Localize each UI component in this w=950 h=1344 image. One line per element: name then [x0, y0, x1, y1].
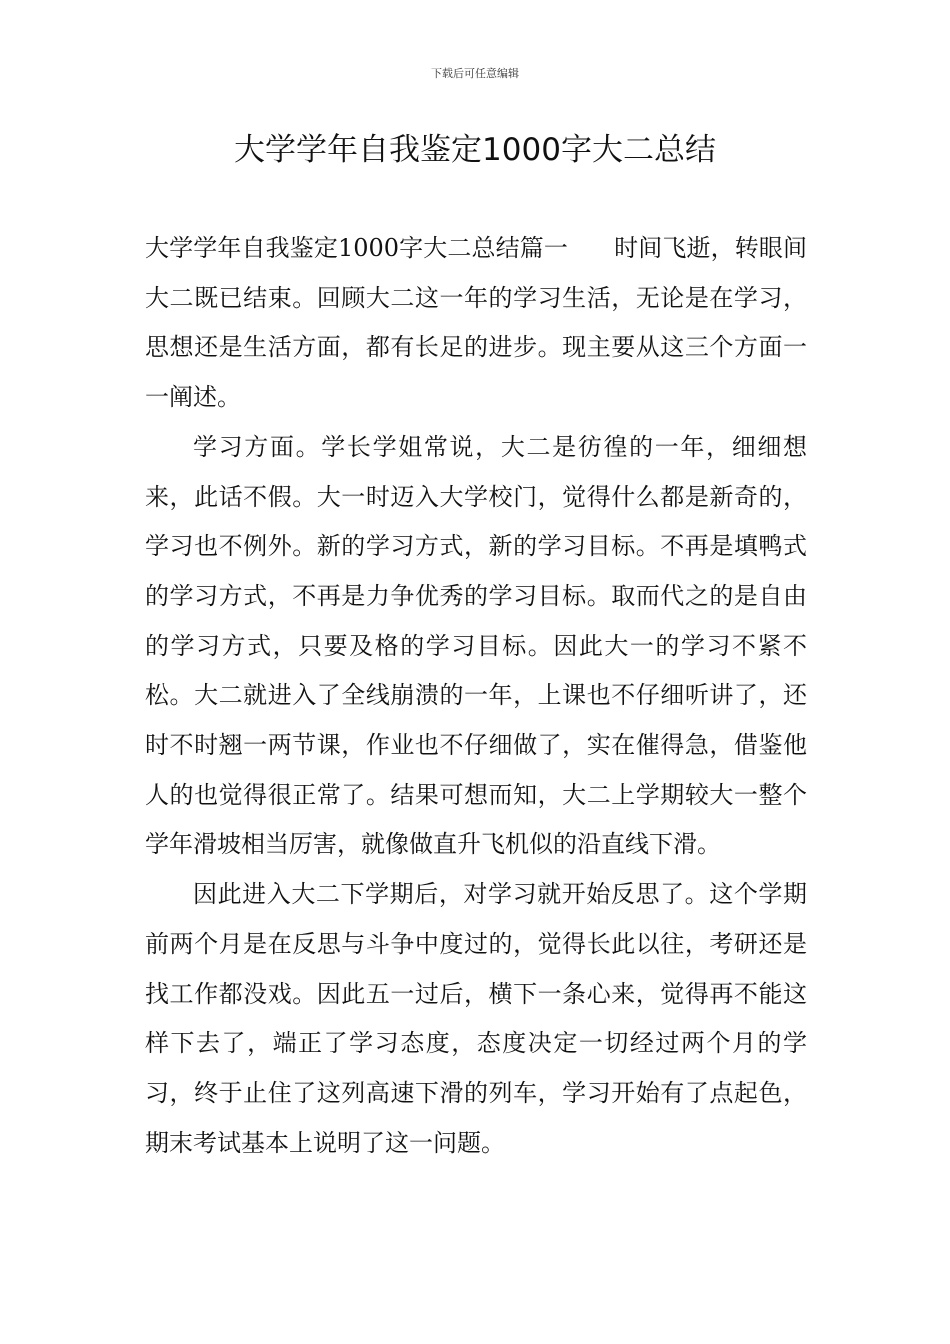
document-title: 大学学年自我鉴定1000字大二总结 [234, 132, 716, 168]
paragraph-1-text: 时间飞逝，转眼间大二既已结束。回顾大二这一年的学习生活，无论是在学习，思想还是生活方面，都有长足的进步。现主要从这三个方面一一阐述。 [145, 234, 808, 412]
paragraph-1-lead: 大学学年自我鉴定1000字大二总结篇一 [145, 234, 569, 262]
paragraph-1 [145, 224, 807, 423]
header-note: 下载后可任意编辑 [431, 67, 519, 80]
paragraph-2: 学习方面。学长学姐常说，大二是彷徨的一年，细细想来，此话不假。大一时迈入大学校门，觉得什么都是新奇的，学习也不例外。新的学习方式，新的学习目标。不再是填鸭式的学习方式，不再是力争优秀的学习目标。取而代之的是自由的学习方式，只要及格的学习目标。因此大一的学习不紧不松。大二就进入了全线崩溃的一年，上课也不仔细听讲了，还时不时翘一两节课，作业也不仔细做了，实在催得急，借鉴他人的也觉得很正常了。结果可想而知，大二上学期较大一整个学年滑坡相当厉害，就像做直升飞机似的沿直线下滑。 [145, 432, 807, 859]
document-body [145, 224, 807, 1168]
paragraph-3: 因此进入大二下学期后，对学习就开始反思了。这个学期前两个月是在反思与斗争中度过的，觉得长此以往，考研还是找工作都没戏。因此五一过后，横下一条心来，觉得再不能这样下去了，端正了学习态度，态度决定一切经过两个月的学习，终于止住了这列高速下滑的列车，学习开始有了点起色，期末考试基本上说明了这一问题。 [145, 880, 807, 1157]
